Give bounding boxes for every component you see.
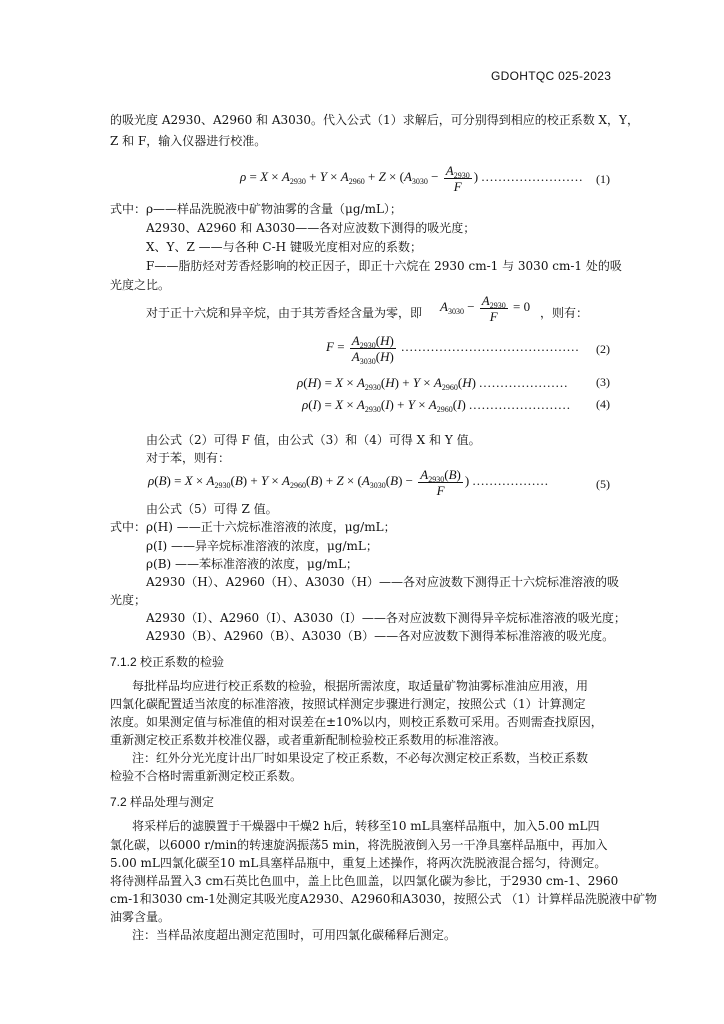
section-712-line: 重新测定校正系数并校准仪器，或者重新配制检验校正系数用的标准溶液。 bbox=[110, 733, 507, 747]
section-72-line: cm-1和3030 cm-1处测定其吸光度A2930、A2960和A3030，按照公式 （1）计算样品洗脱液中矿物 bbox=[110, 892, 657, 906]
equation-3: $\rho(H) = X \times A_{2930}(H) + Y \times A_{2960}(H)$ ..................... bbox=[297, 375, 569, 392]
defs1-coefficients: X、Y、Z ——与各种 C-H 键吸光度相对应的系数； bbox=[146, 240, 422, 254]
section-712-note: 注：红外分光光度计出厂时如果设定了校正系数，不必每次测定校正系数，当校正系数 bbox=[132, 751, 589, 765]
doc-code-header: GDOHTQC 025-2023 bbox=[491, 69, 612, 83]
defs2-absorbance-i: A2930（I）、A2960（I）、A3030（I）——各对应波数下测得异辛烷标准溶液的吸光度； bbox=[146, 611, 626, 625]
equation-4-number: (4) bbox=[596, 397, 610, 411]
section-72-title: 7.2 样品处理与测定 bbox=[110, 795, 215, 809]
para3-line2: 对于苯，则有： bbox=[146, 451, 231, 465]
equation-1-number: (1) bbox=[596, 172, 610, 186]
section-72-line: 油雾含量。 bbox=[110, 910, 171, 924]
equation-3-number: (3) bbox=[596, 375, 610, 389]
section-72-line: 将采样后的滤膜置于干燥器中干燥2 h后，转移至10 mL具塞样品瓶中，加入5.00 mL四 bbox=[132, 819, 600, 833]
defs2-absorbance-h-line1: A2930（H）、A2960（H）、A3030（H）——各对应波数下测得正十六烷标准溶液的吸 bbox=[146, 575, 620, 589]
para2-suffix: ，则有： bbox=[540, 306, 589, 320]
defs1-absorbance: A2930、A2960 和 A3030——各对应波数下测得的吸光度； bbox=[146, 221, 476, 235]
equation-5: $\rho(B) = X \times A_{2930}(B) + Y \times A_{2960}(B) + Z \times (A_{3030}(B)$ − $\frac{A_{2930}(B)}{F}$ ) .................. bbox=[148, 466, 549, 498]
equation-1: $\rho = X \times A_{2930} + Y \times A_{2960} + Z \times (A_{3030}$ − $\frac{A_{2930}}{F}$ ) ........................ bbox=[240, 162, 584, 194]
section-72-note: 注：当样品浓度超出测定范围时，可用四氯化碳稀释后测定。 bbox=[132, 928, 457, 942]
defs2-absorbance-h-line2: 光度； bbox=[110, 593, 147, 607]
defs2-benzene: ρ(B) ——苯标准溶液的浓度，μg/mL； bbox=[146, 557, 358, 571]
section-72-line: 氯化碳，以6000 r/min的转速旋涡振荡5 min，将洗脱液倒入另一干净具塞样品瓶中，再加入 bbox=[110, 838, 608, 852]
para3-line1: 由公式（2）可得 F 值，由公式（3）和（4）可得 X 和 Y 值。 bbox=[146, 433, 481, 447]
section-712-line: 每批样品均应进行校正系数的检验，根据所需浓度，取适量矿物油雾标准油应用液，用 bbox=[132, 679, 589, 693]
equation-4: $\rho(I) = X \times A_{2930}(I) + Y \times A_{2960}(I)$ ........................ bbox=[302, 397, 572, 414]
inline-equation: $A_{3030}$ − $\frac{A_{2930}}{F}$ = 0 bbox=[440, 292, 531, 324]
defs1-rho: ρ——样品洗脱液中矿物油雾的含量（μg/mL）； bbox=[146, 202, 402, 216]
section-712-title: 7.1.2 校正系数的检验 bbox=[110, 655, 225, 669]
section-712-line: 浓度。如果测定值与标准值的相对误差在±10%以内，则校正系数可采用。否则需查找原因， bbox=[110, 715, 603, 729]
para4-line1: 由公式（5）可得 Z 值。 bbox=[146, 502, 278, 516]
section-712-note: 检验不合格时需重新测定校正系数。 bbox=[110, 769, 303, 783]
para2-prefix: 对于正十六烷和异辛烷，由于其芳香烃含量为零，即 bbox=[146, 306, 423, 320]
defs1-label: 式中： bbox=[110, 202, 147, 216]
defs2-absorbance-b: A2930（B）、A2960（B）、A3030（B）——各对应波数下测得苯标准溶液的吸光度。 bbox=[146, 629, 615, 643]
para1-line2: Z 和 F，输入仪器进行校准。 bbox=[110, 134, 267, 148]
section-72-line: 5.00 mL四氯化碳至10 mL具塞样品瓶中，重复上述操作，将两次洗脱液混合摇匀，待测定。 bbox=[110, 856, 607, 870]
equation-2-number: (2) bbox=[596, 342, 610, 356]
defs2-hexadecane: ρ(H) ——正十六烷标准溶液的浓度，μg/mL； bbox=[146, 520, 396, 534]
section-72-line: 将待测样品置入3 cm石英比色皿中，盖上比色皿盖，以四氯化碳为参比，于2930 cm-1、2960 bbox=[110, 874, 619, 888]
equation-2: F = $\frac{A_{2930}(H)}{A_{3030}(H)}$ .......................................... bbox=[326, 332, 580, 366]
defs1-f-line1: F——脂肪烃对芳香烃影响的校正因子，即正十六烷在 2930 cm-1 与 3030 cm-1 处的吸 bbox=[146, 259, 622, 273]
equation-5-number: (5) bbox=[596, 477, 610, 491]
section-712-line: 四氯化碳配置适当浓度的标准溶液，按照试样测定步骤进行测定，按照公式（1）计算测定 bbox=[110, 697, 586, 711]
defs2-isooctane: ρ(I) ——异辛烷标准溶液的浓度，μg/mL； bbox=[146, 539, 378, 553]
defs1-f-line2: 光度之比。 bbox=[110, 278, 171, 292]
para1-line1: 的吸光度 A2930、A2960 和 A3030。代入公式（1）求解后，可分别得到相应的校正系数 X，Y， bbox=[110, 113, 639, 127]
defs2-label: 式中： bbox=[110, 520, 147, 534]
